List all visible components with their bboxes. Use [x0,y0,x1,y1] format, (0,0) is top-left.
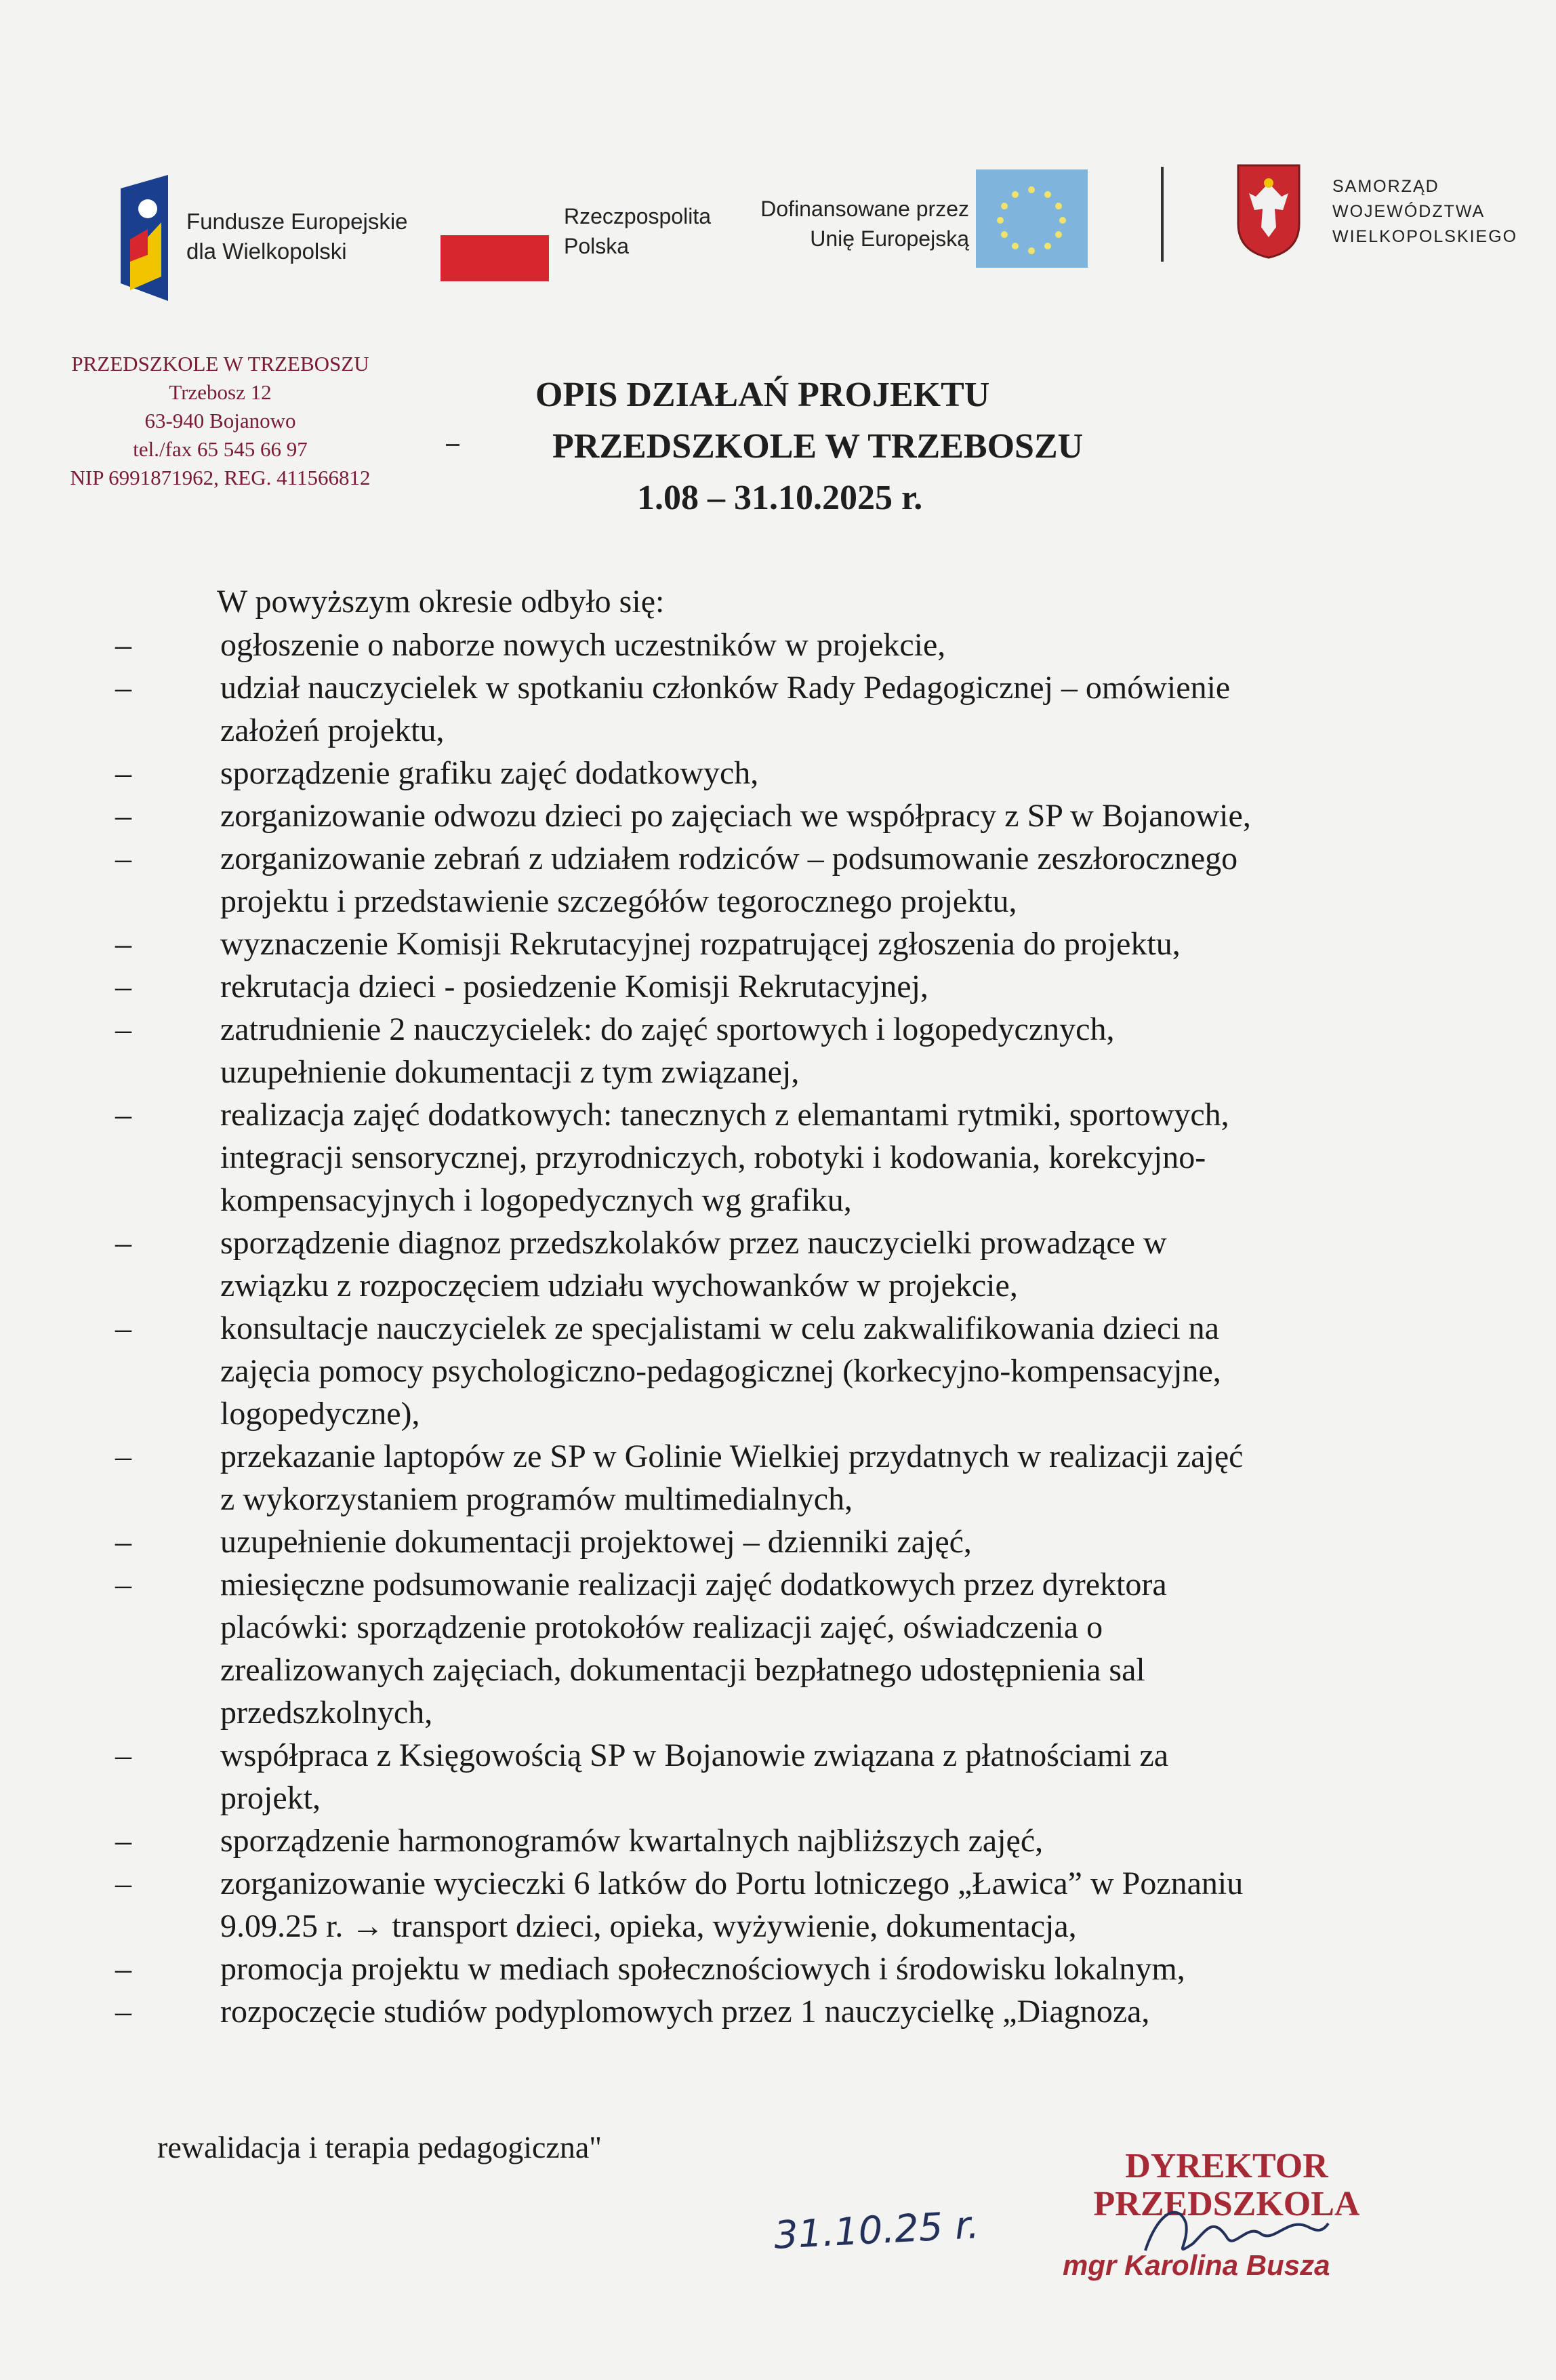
poland-flag-icon [441,235,549,281]
list-dash: – [115,670,131,706]
list-item-text: sporządzenie harmonogramów kwartalnych najbliższych zajęć, [220,1823,1044,1859]
list-item-text: współpraca z Księgowością SP w Bojanowie związana z płatnościami za projekt, [220,1737,1169,1816]
fundusze-europejskie-logo-icon [121,175,175,301]
list-dash: – [115,926,131,962]
list-item [115,837,1471,923]
director-stamp: DYREKTOR PRZEDSZKOLA [1093,2147,1360,2223]
list-item [115,1734,1471,1819]
list-dash: – [115,1225,131,1261]
intro-text: W powyższym okresie odbyło się: [217,584,665,620]
list-dash: – [115,1567,131,1602]
list-item [115,1520,1471,1563]
list-item [115,1307,1471,1435]
dofinansowane-label: Dofinansowane przez Unię Europejską [760,197,969,251]
list-dash: – [115,627,131,663]
last-item-continuation: rewalidacja i terapia pedagogiczna" [157,2130,602,2164]
list-dash: – [115,1524,131,1560]
list-item-text: rozpoczęcie studiów podyplomowych przez 1 nauczycielkę „Diagnoza, [220,1994,1150,2030]
list-item-text: zorganizowanie odwozu dzieci po zajęciach we współpracy z SP w Bojanowie, [220,798,1251,834]
list-dash: – [115,755,131,791]
list-item [115,1948,1471,1990]
list-dash: – [115,841,131,876]
director-name: mgr Karolina Busza [1063,2249,1330,2281]
list-item-text: sporządzenie diagnoz przedszkolaków przez nauczycielki prowadzące w związku z rozpoczęciem udziału wychowanków w projekcie, [220,1225,1167,1304]
list-item-text: promocja projektu w mediach społecznościowych i środowisku lokalnym, [220,1951,1185,1987]
list-item-text: zorganizowanie wycieczki 6 latków do Portu lotniczego „Ławica” w Poznaniu 9.09.25 r. → transport dzieci, opieka, wyżywienie, dokumentacja, [220,1865,1244,1944]
list-dash: – [115,1823,131,1859]
eu-flag-icon [976,169,1088,268]
list-item [115,1862,1471,1948]
list-dash: – [115,1994,131,2030]
document-title [468,369,1247,524]
list-item-text: realizacja zajęć dodatkowych: tanecznych z elemantami rytmiki, sportowych, integracji sensorycznej, przyrodniczych, robotyki i kodowania, korekcyjno- kompensacyjnych i logopedycznych wg grafiku, [220,1097,1229,1218]
list-item [115,1990,1471,2033]
list-item [115,1435,1471,1520]
list-item-text: rekrutacja dzieci - posiedzenie Komisji Rekrutacyjnej, [220,969,928,1005]
list-dash: – [115,1865,131,1901]
list-item-text: uzupełnienie dokumentacji projektowej – dzienniki zajęć, [220,1524,972,1560]
list-item-text: przekazanie laptopów ze SP w Golinie Wielkiej przydatnych w realizacji zajęć z wykorzystaniem programów multimedialnych, [220,1438,1244,1517]
institution-stamp: PRZEDSZKOLE W TRZEBOSZU Trzebosz 12 63-940 Bojanowo tel./fax 65 545 66 97 NIP 6991871962, REG. 411566812 [70,352,371,489]
title-date-range: 1.08 – 31.10.2025 r. [637,479,923,517]
list-item [115,923,1471,965]
list-dash: – [115,1097,131,1133]
list-item-text: miesięczne podsumowanie realizacji zajęć dodatkowych przez dyrektora placówki: sporządzenie protokołów realizacji zajęć, oświadczenia o zrealizowanych zajęciach, dokumentacji bezpłatnego udostępnienia sal przedszkolnych, [220,1567,1167,1731]
divider-dash [446,444,459,446]
list-item-text: sporządzenie grafiku zajęć dodatkowych, [220,755,759,791]
list-item [115,752,1471,794]
list-dash: – [115,1438,131,1474]
list-item [115,1563,1471,1734]
list-item-text: wyznaczenie Komisji Rekrutacyjnej rozpatrującej zgłoszenia do projektu, [220,926,1181,962]
wielkopolska-crest-icon [1235,163,1302,259]
list-item-text: konsultacje nauczycielek ze specjalistami w celu zakwalifikowania dzieci na zajęcia pomocy psychologiczno-pedagogicznej (korkecyjno-kompensacyjne, logopedyczne), [220,1310,1221,1432]
list-item [115,1819,1471,1862]
list-item [115,624,1471,666]
list-item-text: zorganizowanie zebrań z udziałem rodziców – podsumowanie zeszłorocznego projektu i przedstawienie szczegółów tegorocznego projektu, [220,841,1238,919]
logo-divider [1161,167,1164,262]
list-item [115,965,1471,1008]
list-item [115,794,1471,837]
fundusze-europejskie-label: Fundusze Europejskie dla Wielkopolski [186,209,408,264]
list-item [115,666,1471,752]
list-item-text: zatrudnienie 2 nauczycielek: do zajęć sportowych i logopedycznych, uzupełnienie dokumentacji z tym związanej, [220,1011,1115,1090]
list-item-text: udział nauczycielek w spotkaniu członków Rady Pedagogicznej – omówienie założeń projektu, [220,670,1231,748]
list-dash: – [115,1310,131,1346]
title-line-1: OPIS DZIAŁAŃ PROJEKTU [535,376,990,414]
list-dash: – [115,1951,131,1987]
list-dash: – [115,1737,131,1773]
handwritten-date: 31.10.25 r. [773,2203,981,2258]
title-line-2: PRZEDSZKOLE W TRZEBOSZU [552,427,1084,466]
rzeczpospolita-label: Rzeczpospolita Polska [564,204,711,258]
list-item [115,1222,1471,1307]
list-dash: – [115,1011,131,1047]
list-dash: – [115,969,131,1005]
activity-list [115,624,1471,2033]
list-item [115,1093,1471,1222]
list-item [115,1008,1471,1093]
list-item-text: ogłoszenie o naborze nowych uczestników w projekcie, [220,627,946,663]
samorzad-label: SAMORZĄD WOJEWÓDZTWA WIELKOPOLSKIEGO [1332,177,1518,246]
list-dash: – [115,798,131,834]
